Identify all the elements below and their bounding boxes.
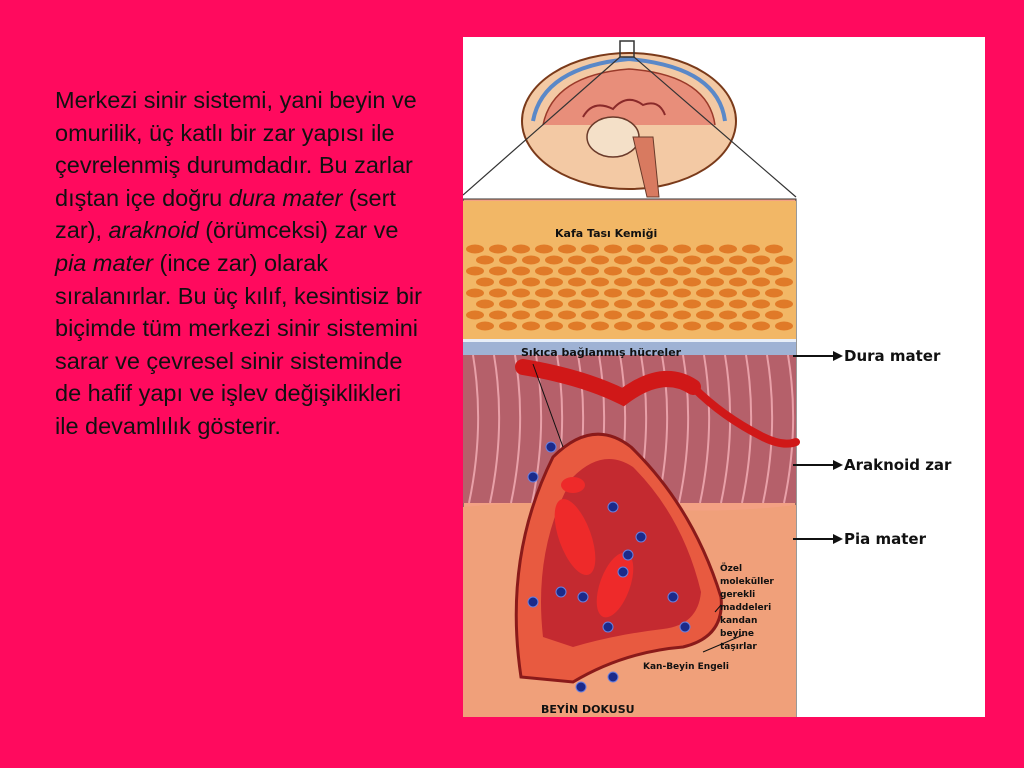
meninges-illustration [463,37,985,717]
paragraph-text: (sert zar), [55,184,396,244]
svg-text:taşırlar: taşırlar [720,642,757,652]
term-pia-mater: pia mater [55,249,153,276]
skull-label: Kafa Tası Kemiği [555,227,658,240]
svg-text:maddeleri: maddeleri [720,603,772,613]
brain-tissue-label: BEYİN DOKUSU [541,703,635,716]
term-araknoid: araknoid [108,217,199,244]
cells-label: Sıkıca bağlanmış hücreler [521,346,682,359]
body-paragraph [55,84,425,443]
paragraph-text: (örümceksi) zar ve [198,217,399,244]
bbb-label: Kan-Beyin Engeli [643,662,729,672]
brain-sagittal-icon [522,41,736,197]
svg-text:beyine: beyine [720,629,755,639]
dura-label: Dura mater [844,347,941,365]
svg-text:moleküller: moleküller [720,577,774,587]
svg-text:gerekli: gerekli [720,590,756,600]
svg-text:Özel: Özel [720,564,743,574]
arachnoid-label: Araknoid zar [844,456,952,474]
paragraph-text: (ince zar) olarak sıralanırlar. Bu üç kılıf, kesintisiz bir biçimde tüm merkezi sinir sistemini sarar ve çevresel sinir sisteminde de hafif yapı ve işlev değişiklikleri ile devamlılık gösterir. [55,249,422,439]
term-dura-mater: dura mater [228,184,343,211]
svg-text:kandan: kandan [720,616,758,626]
paragraph-text: Merkezi sinir sistemi, yani beyin ve omurilik, üç katlı bir zar yapısı ile çevrelenmiş durumdadır. Bu zarlar dıştan içe doğru [55,87,417,211]
pia-label: Pia mater [844,530,926,548]
